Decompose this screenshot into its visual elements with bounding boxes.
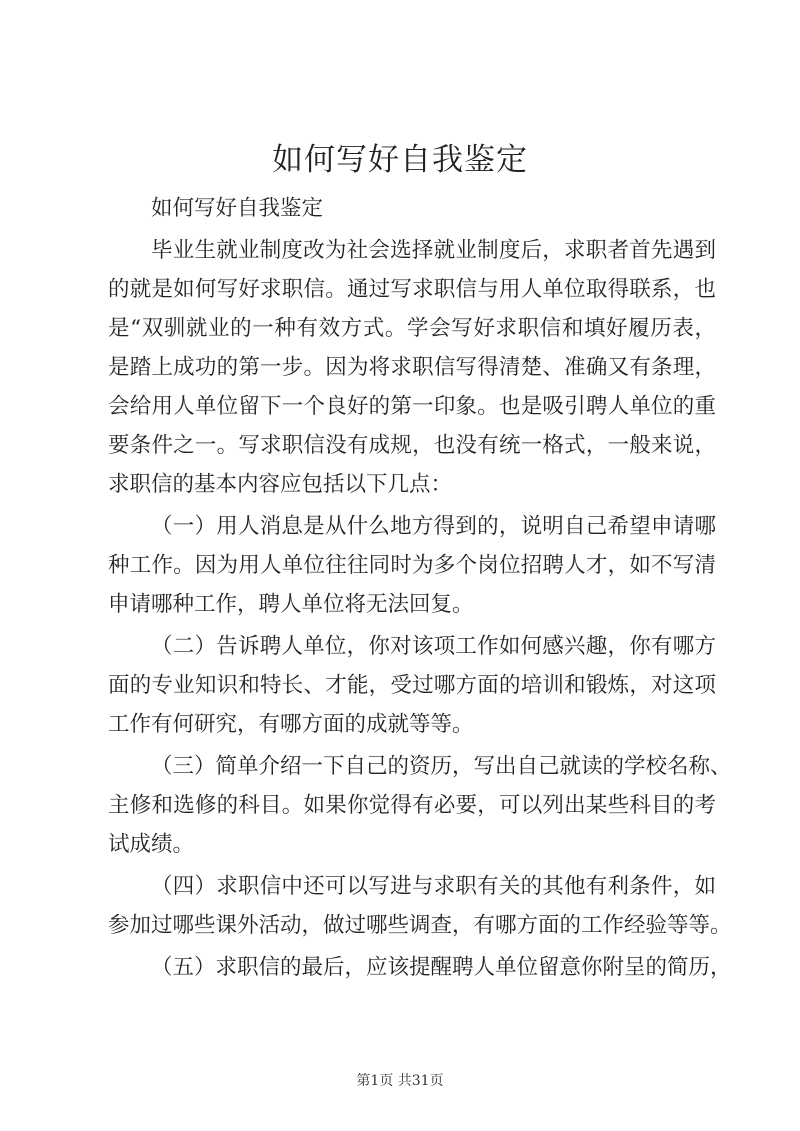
text-line: （五）求职信的最后，应该提醒聘人单位留意你附呈的简历， <box>151 955 732 980</box>
page-footer: 第1页 共31页 <box>356 1073 444 1089</box>
paragraph <box>108 231 716 504</box>
paragraph <box>108 507 716 624</box>
paragraph <box>108 948 732 987</box>
paragraph <box>108 747 732 864</box>
text-line: 试成绩。 <box>108 832 195 857</box>
text-line: 主修和选修的科目。如果你觉得有必要，可以列出某些科目的考 <box>108 793 716 818</box>
text-line: 要条件之一。写求职信没有成规，也没有统一格式，一般来说， <box>108 433 716 458</box>
text-line: （三）简单介绍一下自己的资历，写出自己就读的学校名称、 <box>151 754 732 779</box>
paragraph <box>108 867 732 945</box>
text-line: 会给用人单位留下一个良好的第一印象。也是吸引聘人单位的重 <box>108 394 716 419</box>
text-line: 的就是如何写好求职信。通过写求职信与用人单位取得联系，也 <box>108 277 716 302</box>
text-line: 如何写好自我鉴定 <box>151 196 324 221</box>
paragraph <box>108 189 716 228</box>
document-body <box>108 189 732 990</box>
text-line: 种工作。因为用人单位往往同时为多个岗位招聘人才，如不写清 <box>108 553 716 578</box>
text-line: 参加过哪些课外活动，做过哪些调查，有哪方面的工作经验等等。 <box>108 913 732 938</box>
text-line: 申请哪种工作，聘人单位将无法回复。 <box>108 592 474 617</box>
text-line: （四）求职信中还可以写进与求职有关的其他有利条件，如 <box>151 874 716 899</box>
document-title: 如何写好自我鉴定 <box>272 142 528 178</box>
text-line: 是“双驯就业的一种有效方式。学会写好求职信和填好履历表， <box>108 316 716 341</box>
text-line: 是踏上成功的第一步。因为将求职信写得清楚、准确又有条理， <box>108 355 716 380</box>
text-line: 毕业生就业制度改为社会选择就业制度后，求职者首先遇到 <box>151 238 716 263</box>
paragraph <box>108 627 716 744</box>
text-line: 面的专业知识和特长、才能，受过哪方面的培训和锻炼，对这项 <box>108 673 716 698</box>
text-line: （一）用人消息是从什么地方得到的，说明自己希望申请哪 <box>151 514 716 539</box>
text-line: 求职信的基本内容应包括以下几点： <box>108 472 453 497</box>
text-line: 工作有何研究，有哪方面的成就等等。 <box>108 712 474 737</box>
text-line: （二）告诉聘人单位，你对该项工作如何感兴趣，你有哪方 <box>151 634 716 659</box>
